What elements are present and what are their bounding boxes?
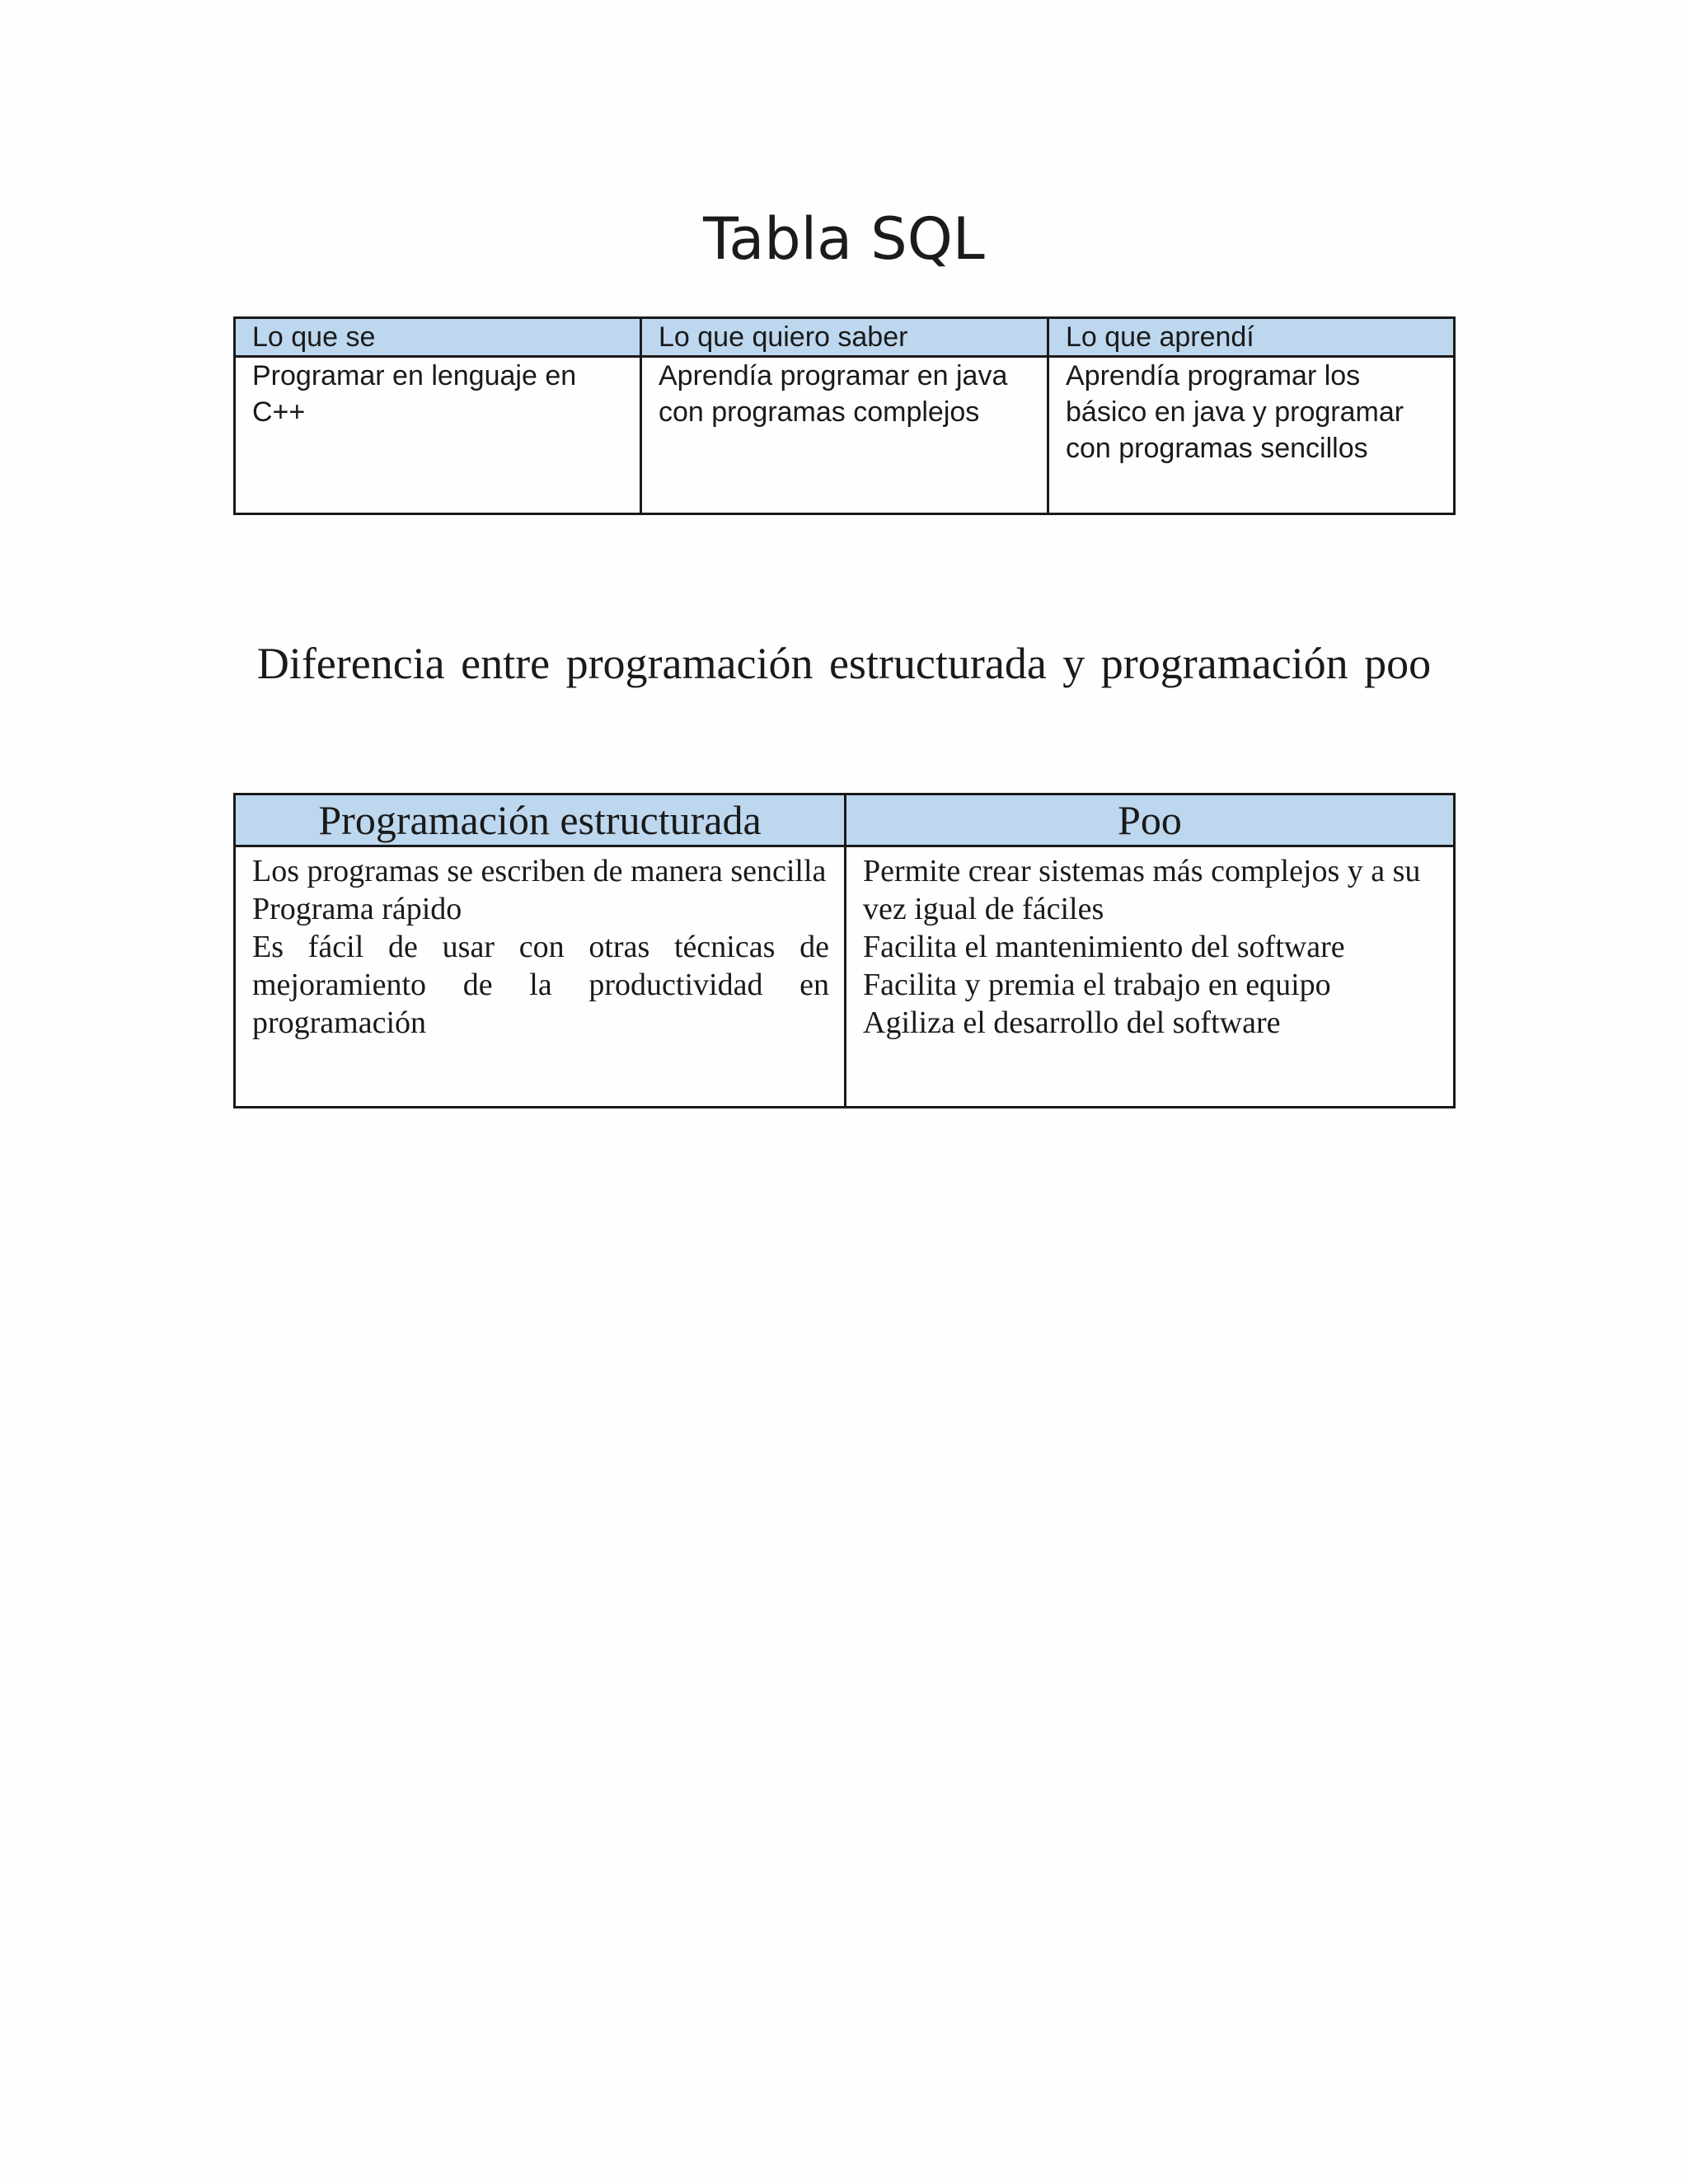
kwl-header-know: Lo que se: [235, 318, 641, 357]
comparison-header-structured: Programación estructurada: [235, 794, 846, 846]
poo-item: Permite crear sistemas más complejos y a su vez igual de fáciles: [863, 854, 1421, 926]
kwl-table: [233, 316, 1456, 515]
comparison-header-row: [235, 794, 1455, 846]
structured-item: Los programas se escriben de manera sencilla: [252, 854, 827, 888]
poo-item: Agiliza el desarrollo del software: [863, 1005, 1281, 1040]
comparison-cell-poo: [846, 846, 1455, 1108]
poo-item: Facilita el mantenimiento del software: [863, 930, 1345, 964]
kwl-header-learned: Lo que aprendí: [1048, 318, 1455, 357]
structured-item: Es fácil de usar con otras técnicas de mejoramiento de la productividad en programación: [252, 930, 829, 1040]
kwl-cell-know: Programar en lenguaje en C++: [235, 357, 641, 514]
section-title: Diferencia entre programación estructurada y programación poo: [256, 639, 1432, 688]
comparison-content-row: [235, 846, 1455, 1108]
comparison-table: [233, 793, 1456, 1108]
kwl-cell-learned: Aprendía programar los básico en java y programar con programas sencillos: [1048, 357, 1455, 514]
kwl-header-want: Lo que quiero saber: [641, 318, 1048, 357]
kwl-header-row: [235, 318, 1455, 357]
poo-item: Facilita y premia el trabajo en equipo: [863, 968, 1331, 1002]
page-title: Tabla SQL: [703, 205, 985, 273]
comparison-cell-structured: [235, 846, 846, 1108]
comparison-header-poo: Poo: [846, 794, 1455, 846]
kwl-content-row: [235, 357, 1455, 514]
kwl-cell-want: Aprendía programar en java con programas complejos: [641, 357, 1048, 514]
structured-item: Programa rápido: [252, 892, 462, 926]
